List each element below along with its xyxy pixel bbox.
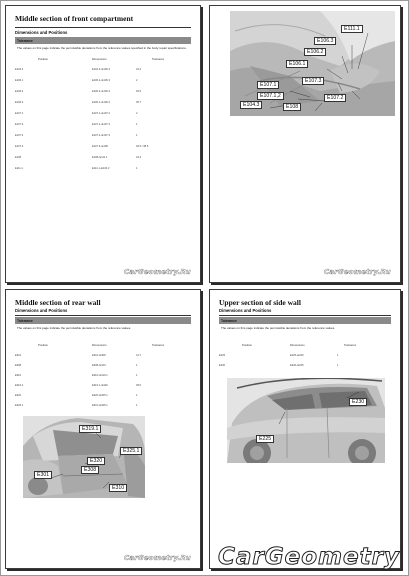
callout-e111-1: E111.1 (341, 25, 363, 33)
callout-e108: E108 (283, 103, 301, 111)
col-header-dimensions: Dimensions (92, 57, 107, 61)
col-header-position: Position (38, 57, 48, 61)
page-subtitle: Dimensions and Positions (15, 30, 68, 35)
cell-dimensions: E106.1–E106.3 (92, 79, 110, 82)
table-row (219, 354, 391, 360)
cell-position: E308 (15, 364, 22, 367)
cell-dimensions: E111.1–E104.3 (92, 167, 110, 170)
callout-e225: E225 (256, 435, 274, 443)
table-row (15, 354, 191, 360)
tolerance-banner (15, 37, 191, 44)
page-title: Middle section of front compartment (15, 14, 134, 23)
cell-position: E230 (219, 364, 226, 367)
cell-dimensions: E104.3–E106.3 (92, 68, 110, 71)
cell-tolerance: 1 (337, 354, 339, 357)
cell-tolerance: 35.7 (136, 101, 142, 104)
cell-tolerance: 1 (136, 134, 138, 137)
callout-e230: E230 (349, 398, 367, 406)
col-header-tolerance: Tolerance (344, 343, 357, 347)
cell-dimensions: E230–E225 (290, 364, 304, 367)
page-front-compartment-diagram (209, 5, 401, 283)
cell-tolerance: 40.5 (136, 90, 142, 93)
tolerance-banner (15, 317, 191, 324)
cell-tolerance: 40.5 / 38.5 (136, 145, 149, 148)
cell-tolerance: 1 (136, 374, 138, 377)
cell-tolerance: 1 (136, 123, 138, 126)
cell-position: E301 (15, 354, 22, 357)
page-subtitle: Dimensions and Positions (219, 308, 272, 313)
cell-tolerance: 35.0 (136, 384, 142, 387)
page-subtitle: Dimensions and Positions (15, 308, 68, 313)
tolerance-banner (219, 317, 391, 324)
col-header-tolerance: Tolerance (152, 343, 165, 347)
banner-label: Tolerance (221, 319, 237, 323)
cell-position: E320 (15, 394, 22, 397)
side-wall-photo (227, 378, 385, 463)
banner-label: Tolerance (17, 319, 33, 323)
cell-tolerance: 34.2 (136, 68, 142, 71)
table-row (15, 374, 191, 380)
callout-e320: E320 (87, 457, 105, 465)
table-row (15, 123, 191, 129)
cell-position: E106.2 (15, 90, 24, 93)
cell-position: E325.1 (15, 404, 24, 407)
cell-tolerance: 1 (136, 364, 138, 367)
cell-dimensions: E301–E325.1 (92, 404, 108, 407)
cell-tolerance: 1 (136, 394, 138, 397)
cell-dimensions: E107.3–E108 (92, 145, 108, 148)
table-row (15, 79, 191, 85)
title-rule (219, 315, 391, 316)
callout-e106-3: E106.3 (314, 37, 336, 45)
cell-position: E107.3 (15, 134, 24, 137)
banner-label: Tolerance (17, 39, 33, 43)
watermark: CarGeometry.Ru (324, 268, 391, 276)
callout-e107-3: E107.3 (302, 77, 324, 85)
cell-dimensions: E301–E308 (92, 354, 106, 357)
table-row (15, 101, 191, 107)
cell-position: E106.3 (15, 101, 24, 104)
cell-dimensions: E310–E319.1 (92, 374, 108, 377)
cell-dimensions: E107.2–E107.3 (92, 134, 110, 137)
callout-e107-2: E107.2 (324, 94, 346, 102)
cell-tolerance: 1 (136, 404, 138, 407)
cell-tolerance: 2 (136, 112, 138, 115)
table-row (15, 134, 191, 140)
table-row (15, 404, 191, 410)
callout-e310: E310 (109, 484, 127, 492)
cell-tolerance: 2 (136, 79, 138, 82)
cell-tolerance: 43.2 (136, 156, 142, 159)
callout-e106-1: E106.1 (286, 60, 308, 68)
tolerance-note: The values on this page indicate the permissible deviations from the reference values. (221, 326, 336, 330)
cell-position: E107.4 (15, 145, 24, 148)
title-rule (15, 315, 191, 316)
callout-e308: E308 (81, 466, 99, 474)
cell-position: E319.1 (15, 384, 24, 387)
col-header-position: Position (38, 343, 48, 347)
col-header-tolerance: Tolerance (152, 57, 165, 61)
cell-dimensions: E107.1–E107.3 (92, 123, 110, 126)
page-rear-wall (5, 289, 201, 569)
col-header-position: Position (242, 343, 252, 347)
callout-e107-1-2: E107.1,2 (257, 92, 284, 100)
cell-position: E106.1 (15, 79, 24, 82)
cell-tolerance: 1 (136, 167, 138, 170)
tolerance-note: The values on this page indicate the permissible deviations from the reference values. (17, 326, 132, 330)
cell-dimensions: E106.2–E106.3 (92, 90, 110, 93)
table-row (219, 364, 391, 370)
callout-e107-1: E107.1 (257, 81, 279, 89)
watermark: CarGeometry.Ru (124, 268, 191, 276)
cell-dimensions: E319.1–E320 (92, 384, 108, 387)
site-watermark: CarGeometry (218, 544, 400, 570)
callout-e319-1: E319.1 (79, 425, 101, 433)
table-row (15, 167, 191, 173)
cell-dimensions: E308–E310 (92, 364, 106, 367)
cell-position: E104.3 (15, 68, 24, 71)
table-row (15, 112, 191, 118)
cell-position: E225 (219, 354, 226, 357)
cell-position: E107.2 (15, 123, 24, 126)
cell-dimensions: E108–E111.1 (92, 156, 108, 159)
table-row (15, 394, 191, 400)
cell-tolerance: 1 (337, 364, 339, 367)
col-header-dimensions: Dimensions (92, 343, 107, 347)
cell-dimensions: E106.1–E106.2 (92, 101, 110, 104)
callout-e301: E301 (34, 471, 52, 479)
tolerance-note: The values on this page indicate the permissible deviations from the reference values specified in the body repair specifications. (17, 46, 187, 50)
table-row (15, 156, 191, 162)
callout-e106-2: E106.2 (304, 48, 326, 56)
cell-dimensions: E320–E325.1 (92, 394, 108, 397)
page-front-compartment (5, 5, 201, 283)
watermark: CarGeometry.Ru (124, 554, 191, 562)
page-title: Upper section of side wall (219, 298, 301, 307)
cell-position: E310 (15, 374, 22, 377)
cell-tolerance: 41.7 (136, 354, 142, 357)
callout-e325-1: E325.1 (120, 447, 142, 455)
page-title: Middle section of rear wall (15, 298, 101, 307)
cell-position: E107.1 (15, 112, 24, 115)
cell-position: E108 (15, 156, 22, 159)
table-row (15, 90, 191, 96)
cell-dimensions: E225–E230 (290, 354, 304, 357)
page-side-wall (209, 289, 401, 569)
col-header-dimensions: Dimensions (290, 343, 305, 347)
table-row (15, 68, 191, 74)
cell-position: E111.1 (15, 167, 23, 170)
title-rule (15, 27, 191, 28)
table-row (15, 145, 191, 151)
table-row (15, 364, 191, 370)
table-row (15, 384, 191, 390)
cell-dimensions: E107.1–E107.2 (92, 112, 110, 115)
callout-e104-3: E104.3 (240, 101, 262, 109)
